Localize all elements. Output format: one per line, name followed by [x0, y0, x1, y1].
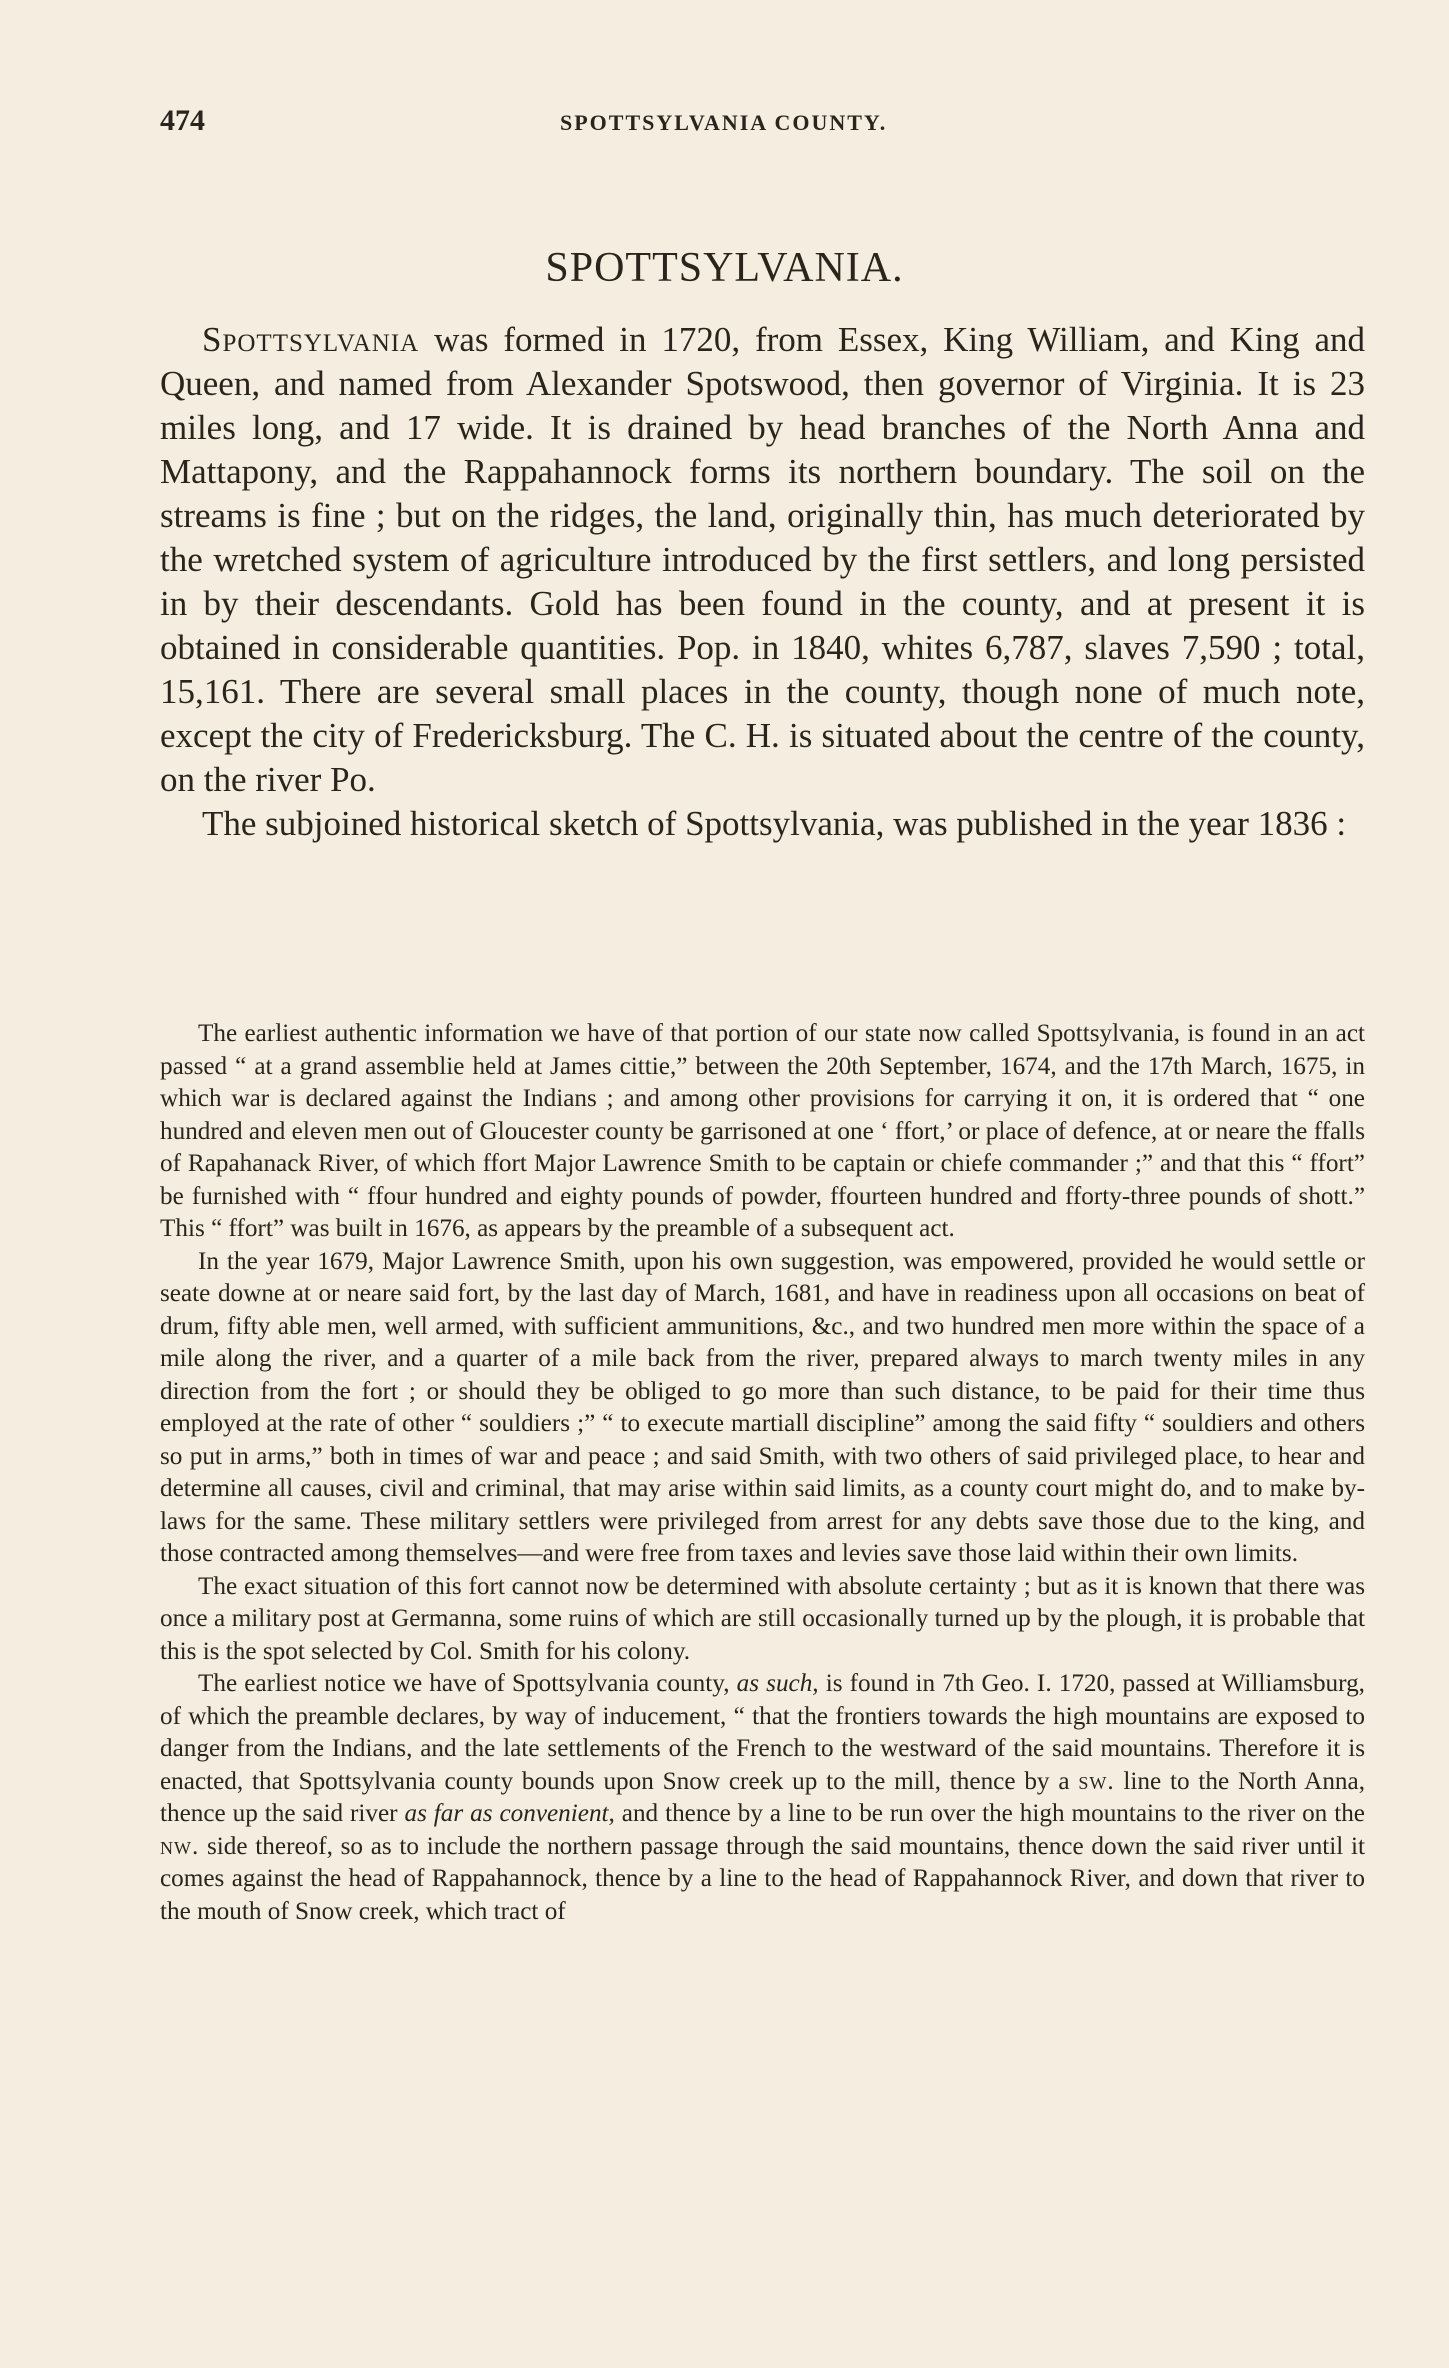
intro-paragraph-1-body: was formed in 1720, from Essex, King William, and King and Queen, and named from Alexander Spotswood, then governor of Virginia. It is 23 miles long, and 17 wide. It is drained by head branches of the North Anna and Mattapony, and the Rappahannock forms its northern boundary. The soil on the streams is fine ; but on the ridges, the land, originally thin, has much deteriorated by the wretched system of agriculture introduced by the first settlers, and long persisted in by their descendants. Gold has been found in the county, and at present it is obtained in considerable quantities. Pop. in 1840, whites 6,787, slaves 7,590 ; total, 15,161. There are several small places in the county, though none of much note, except the city of Fredericksburg. The C. H. is situated about the centre of the county, on the river Po. [160, 320, 1365, 799]
sketch-paragraph-2: In the year 1679, Major Lawrence Smith, upon his own suggestion, was empowered, provided he would settle or seate downe at or neare said fort, by the last day of March, 1681, and have in readiness upon all occasions on beat of drum, fifty able men, well armed, with sufficient ammunitions, &c., and two hundred men more within the space of a mile along the river, and a quarter of a mile back from the river, prepared always to march twenty miles in any direction from the fort ; or should they be obliged to go more than such distance, to be paid for their time thus employed at the rate of other “ souldiers ;” “ to execute martiall discipline” among the said fifty “ souldiers and others so put in arms,” both in times of war and peace ; and said Smith, with two others of said privileged place, to hear and determine all causes, civil and criminal, that may arise within said limits, as a county court might do, and to make by-laws for the same. These military settlers were privileged from arrest for any debts save those due to the king, and those contracted among themselves—and were free from taxes and levies save those laid within their own limits. [160, 1247, 1365, 1567]
running-head [160, 104, 1365, 148]
intro-text [160, 318, 1365, 846]
intro-paragraph-2: The subjoined historical sketch of Spottsylvania, was published in the year 1836 : [202, 804, 1347, 843]
intro-paragraph-1 [160, 318, 1365, 802]
sketch-p4-segment: and thence by a line to be run over the high mountains to the river on the [614, 1800, 1365, 1827]
sketch-paragraph-1: The earliest authentic information we have of that portion of our state now called Spottsylvania, is found in an act passed “ at a grand assemblie held at James cittie,” between the 20th September, 1674, and the 17th March, 1675, in which war is declared against the Indians ; and among other provisions for carrying it on, it is ordered that “ one hundred and eleven men out of Gloucester county be garrisoned at one ‘ ffort,’ or place of defence, at or neare the ffalls of Rapahanack River, of which ffort Major Lawrence Smith to be captain or chiefe commander ;” and that this “ ffort” be furnished with “ ffour hundred and eighty pounds of powder, ffourteen hundred and fforty-three pounds of shott.” This “ ffort” was built in 1676, as appears by the preamble of a subsequent act. [160, 1020, 1365, 1242]
sketch-p4-italic: as far as convenient, [404, 1800, 615, 1827]
intro-lead-word: Spottsylvania [202, 320, 420, 359]
sketch-p4-segment: is found in 7th Geo. I. 1720, passed at Williamsburg, of which the preamble declares, by way of inducement, “ that the frontiers towards the high mountains are exposed to danger from the Indians, and the late settlements of the French to the westward of the said mountains. Therefore it is enacted, that Spottsylvania county bounds upon Snow creek up to the mill, thence by a [160, 1670, 1365, 1795]
chapter-title: SPOTTSYLVANIA. [545, 245, 904, 291]
historical-sketch [160, 1018, 1365, 1928]
sketch-p4-segment: line to the North Anna, thence up the said river [160, 1767, 1365, 1827]
running-title: SPOTTSYLVANIA COUNTY. [560, 110, 888, 135]
sketch-p4-direction: sw. [1078, 1767, 1115, 1795]
sketch-p4-segment: side thereof, so as to include the northern passage through the said mountains, thence down the said river until it comes against the head of Rappahannock, thence by a line to the head of Rappahannock River, and down that river to the mouth of Snow creek, which tract of [160, 1832, 1365, 1925]
page-number: 474 [160, 104, 205, 137]
sketch-p4-direction: nw. [160, 1832, 200, 1860]
sketch-paragraph-4 [160, 1668, 1365, 1928]
sketch-p4-italic: as such, [736, 1670, 819, 1697]
sketch-p4-segment: The earliest notice we have of Spottsylvania county, [198, 1670, 737, 1697]
sketch-paragraph-3: The exact situation of this fort cannot now be determined with absolute certainty ; but as it is known that there was once a military post at Germanna, some ruins of which are still occasionally turned up by the plough, it is probable that this is the spot selected by Col. Smith for his colony. [160, 1572, 1365, 1665]
